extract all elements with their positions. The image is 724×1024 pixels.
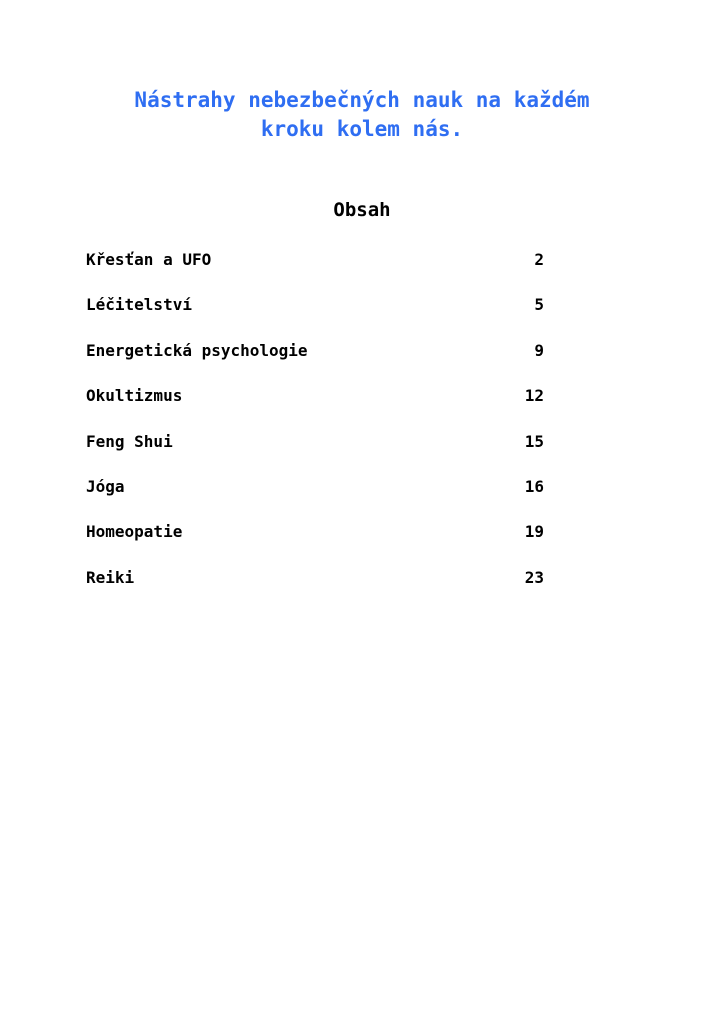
page-title-line-1: Nástrahy nebezbečných nauk na každém [134,88,590,112]
toc-entry-page: 12 [524,386,544,406]
toc-entry [86,293,546,338]
toc-entry [86,566,546,611]
toc-entry-label: Léčitelství [86,295,192,315]
toc-entry-page: 9 [534,340,544,360]
toc-entry [86,384,546,429]
toc-entry-page: 2 [534,250,544,269]
toc-entry-label: Okultizmus [86,386,183,406]
toc-entry [86,520,546,565]
table-of-contents [86,248,546,611]
toc-entry [86,339,546,384]
toc-entry-label: Reiki [86,567,135,587]
toc-entry-label: Jóga [86,476,125,496]
toc-entry-page: 23 [524,567,544,587]
toc-entry-page: 16 [524,476,544,496]
toc-entry [86,248,546,293]
toc-entry-page: 15 [524,431,544,451]
toc-entry-page: 5 [534,295,544,315]
toc-entry-label: Křesťan a UFO [86,250,212,269]
toc-entry-label: Energetická psychologie [86,340,308,360]
toc-entry-label: Feng Shui [86,431,173,451]
toc-entry [86,475,546,520]
toc-entry-page: 19 [524,522,544,542]
page-title [0,86,724,144]
toc-heading: Obsah [333,199,391,221]
toc-entry [86,430,546,475]
toc-entry-label: Homeopatie [86,522,183,542]
page-title-line-2: kroku kolem nás. [260,117,464,141]
